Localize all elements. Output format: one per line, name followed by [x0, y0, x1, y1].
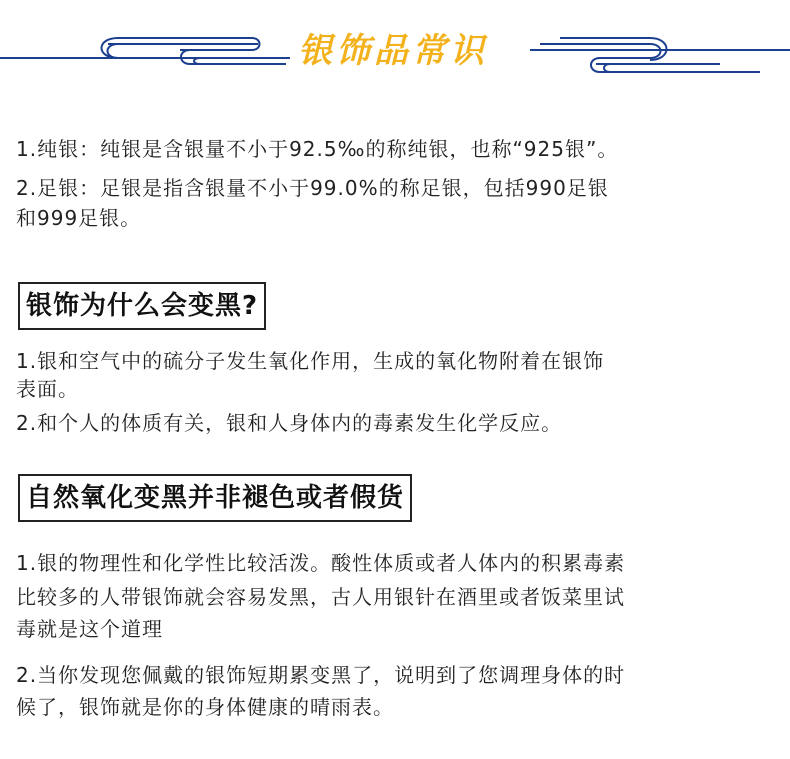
intro-fine-silver-line2: 和999足银。 [16, 206, 142, 230]
section1-item1-line1: 1.银和空气中的硫分子发生氧化作用，生成的氧化物附着在银饰 [16, 349, 605, 373]
intro-pure-silver: 1.纯银：纯银是含银量不小于92.5‰的称纯银，也称“925银”。 [16, 137, 619, 161]
section1-item2: 2.和个人的体质有关，银和人身体内的毒素发生化学反应。 [16, 411, 563, 435]
section1-heading: 银饰为什么会变黑? [18, 282, 266, 330]
section2-heading: 自然氧化变黑并非褪色或者假货 [18, 474, 412, 522]
section2-item1-line2: 比较多的人带银饰就会容易发黑，古人用银针在酒里或者饭菜里试 [16, 585, 625, 609]
banner-title: 银饰品常识 [298, 31, 488, 71]
section2-item1-line1: 1.银的物理性和化学性比较活泼。酸性体质或者人体内的积累毒素 [16, 551, 626, 575]
section2-item2-line2: 候了，银饰就是你的身体健康的晴雨表。 [16, 695, 394, 719]
intro-fine-silver-line1: 2.足银：足银是指含银量不小于99.0%的称足银，包括990足银 [16, 176, 609, 200]
section2-item1-line3: 毒就是这个道理 [16, 617, 163, 641]
title-banner [0, 0, 790, 110]
section2-item2-line1: 2.当你发现您佩戴的银饰短期累变黑了，说明到了您调理身体的时 [16, 663, 626, 687]
section1-item1-line2: 表面。 [16, 377, 79, 401]
